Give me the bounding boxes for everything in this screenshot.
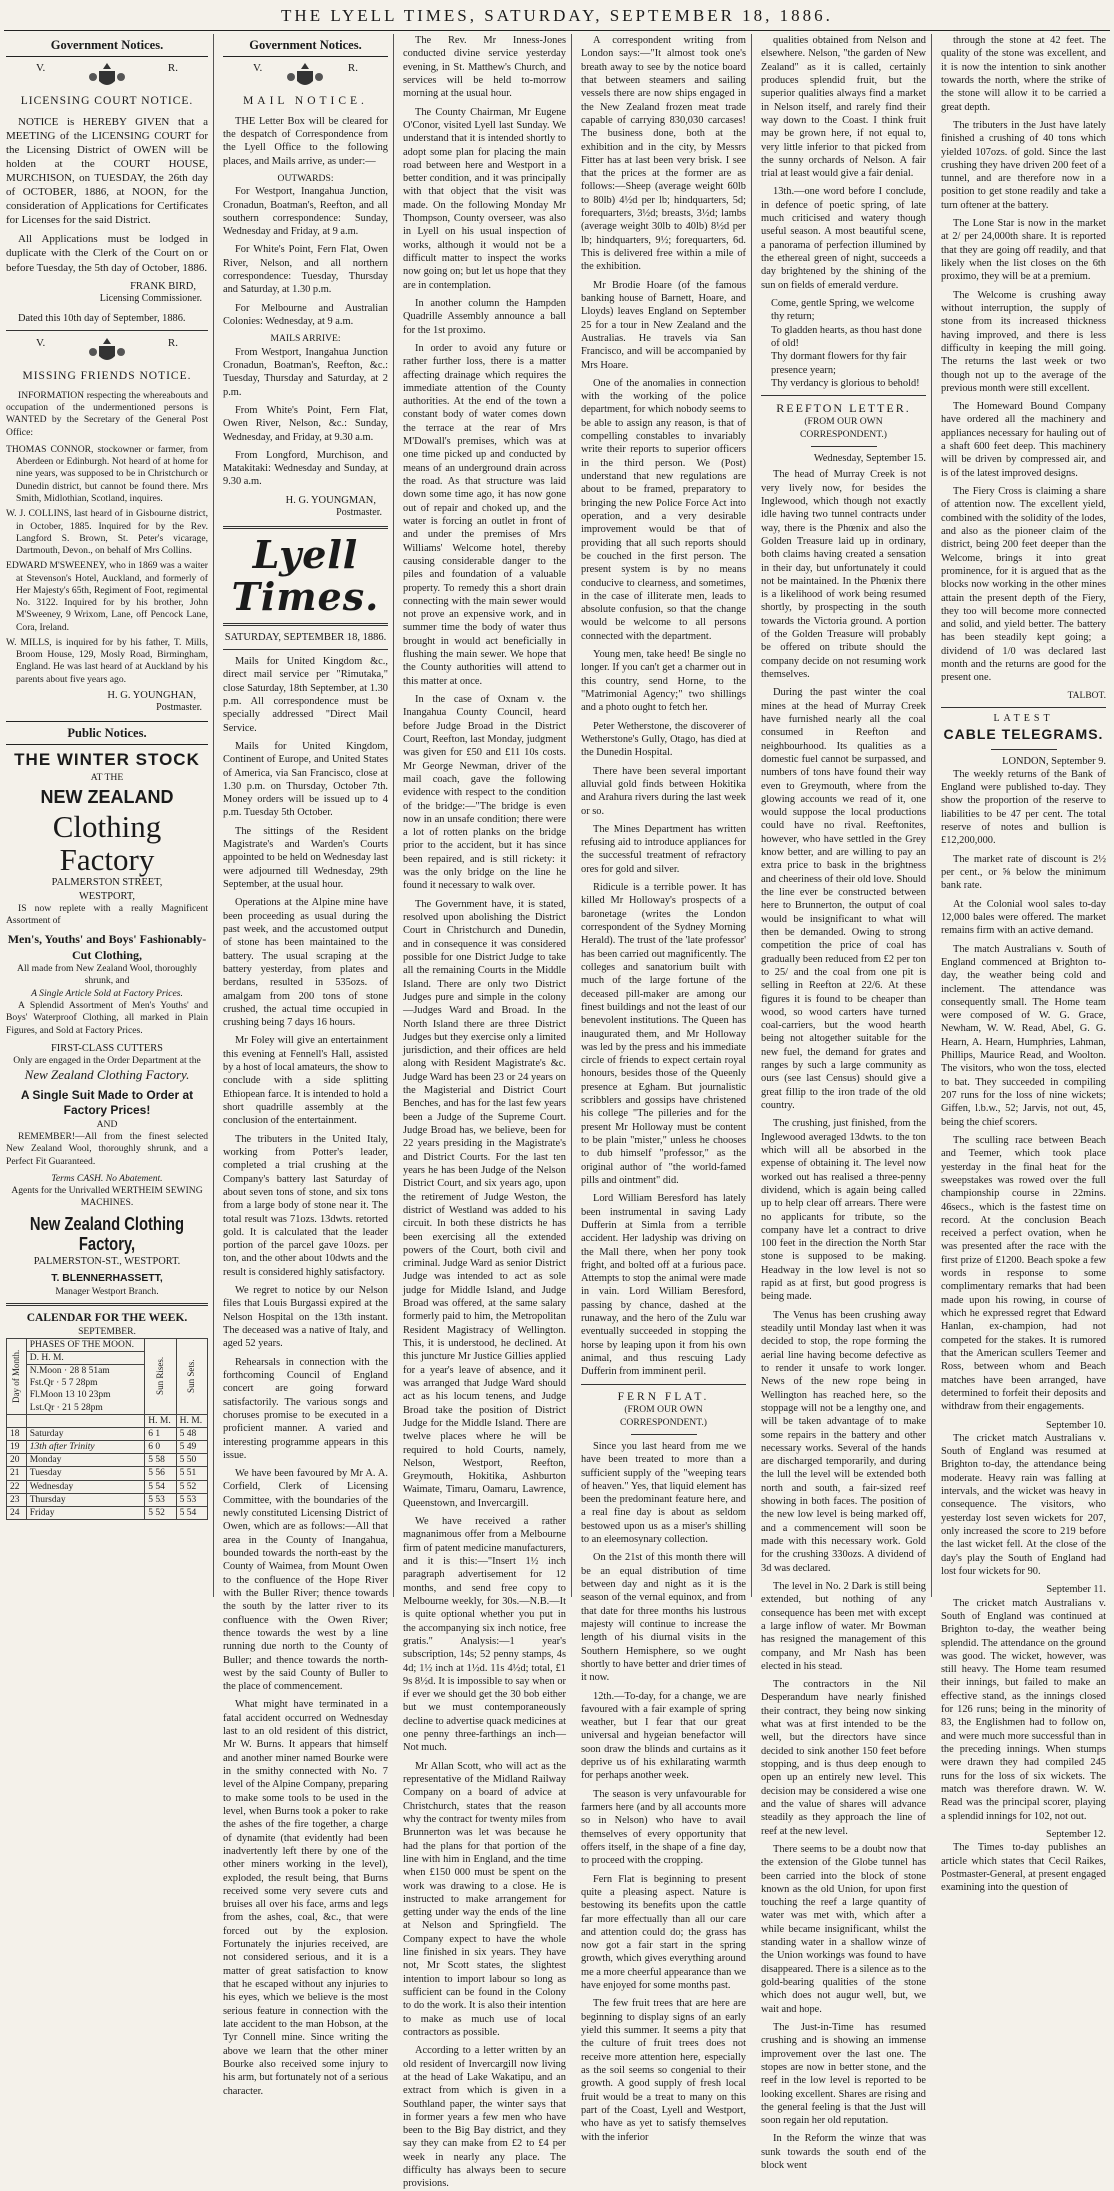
article-para: The weekly returns of the Bank of England were published to-day. They show the proportion of the reserve to liabilities to be 47 per cent. The total reserve of notes and bullion is £12,200,000. <box>941 768 1106 847</box>
cell: Monday <box>26 1454 145 1467</box>
outwards-heading: OUTWARDS: <box>277 172 334 184</box>
article-para: The head of Murray Creek is not very lively now, for besides the Inglewood, which though not exactly idle having two tunnel contracts under way, there is the Phœnix and also the Golden Treasure laid up in ordinary, both claims having created a sensation in their day, but unfortunately it could not be maintained. In the Phœnix there is a likelihood of work being resumed shortly, by prospecting in the south towards the Victoria ground. A portion of the Golden Treasure will probably be offered on tribute should the company decide on not resuming work themselves. <box>761 469 926 681</box>
ad-line: Only are engaged in the Order Department at the <box>13 1055 201 1067</box>
missing-friends-title: MISSING FRIENDS NOTICE. <box>22 370 192 383</box>
cell: 13th after Trinity <box>26 1441 145 1454</box>
missing-signer-title: Postmaster. <box>156 702 202 714</box>
mail-arrive: From Westport, Inangahua Junction Cronadun, Boatman's, Reefton, &c.: Tuesday, Thursday and Saturday, at 2 p.m. <box>223 346 388 398</box>
missing-entry: EDWARD M'SWEENEY, who in 1869 was a waiter at Stevenson's Hotel, Auckland, and formerly of Her Majesty's 65th, Regiment of Foot, regimental No. 3122. Inquired for by his brother, John M'Sweeney, 9 Wrixom, Lane, off Pencock Lane, Cora, Ireland. <box>6 560 208 633</box>
reefton-sub: (FROM OUR OWN CORRESPONDENT.) <box>800 416 887 440</box>
dateline: LONDON, September 9. <box>1002 755 1106 767</box>
cell: 6 0 <box>145 1441 176 1454</box>
divider <box>991 749 1057 750</box>
article-para: The Government have, it is stated, resolved upon abolishing the District Court in Christchurch and Dunedin, and in consequence it was considered possible for one District Judge to take all the remaining Courts in the Middle Island. There are only two District Judges pure and simple in the colony—Judges Ward and Broad. In the North Island there are three District Judges but they exercise only a limited jurisdiction, and their offices are held along with Resident Magistrate's &c. Judge Ward has been 23 or 24 years on the Magisterial and District Court Benches, and has for the last few years been a Judge of the Supreme Court. Judge Broad has, we believe, been for 22 years presiding in the Magistrate's and District Courts. For the last ten years he has been Judge of the Nelson District Court, and six years ago, upon the retirement of Judge Weston, the district of Westland was added to his circuit. In both these districts he has been exercising all the extended powers of the Court, both civil and criminal. Judge Ward as senior District Judge was intended to act as sole judge for Middle Island, and Judge Broad was offered, at the same salary formerly paid to him, the Metropolitan Resident Magistracy of Wellington. This, it is understood, he declined. At this juncture Mr Justice Gillies applied for a year's leave of absence, and it was arranged that Judge Ward should act as his locum tenens, and Judge Broad take the position of District Judge for the Middle Island. There are twelve places where he will be required to hold Courts, namely, Nelson, Westport, Reefton, Greymouth, Hokitika, Ashburton Waimate, Timaru, Oamaru, Lawrence, Queenstown, and Invercargill. <box>403 898 566 1509</box>
article-para: qualities obtained from Nelson and elsewhere. Nelson, "the garden of New Zealand" as it is called, certainly produces splendid fruit, but the superior qualities always find a market in Nelson itself, and rarely find their way down to the Coast. I think fruit may be grown here, if not equal to, very little inferior to that picked from the sunny orchards of Nelson. A fair trial at least would give a fair denial. <box>761 35 926 180</box>
cell: 24 <box>7 1506 27 1519</box>
article-para: We have been favoured by Mr A. A. Corfield, Clerk of Licensing Committee, with the boundaries of the newly constituted Licensing District of Owen, which are as follows:—All that area in the County of Inangahua, bounded towards the north-east by the County of Waimea, from Mount Owen to the confluence of the Hope River with the Buller River; thence towards the south by the latter river to its confluence with the Owen River; thence towards the west by a line running due north to the County of Buller; and thence towards the north-west by the said County of Buller to the place of commencement. <box>223 1468 388 1693</box>
article-para: At the Colonial wool sales to-day 12,000 bales were offered. The market remains firm with an active demand. <box>941 898 1106 937</box>
licensing-signer-title: Licensing Commissioner. <box>99 293 202 305</box>
hm: H. M. <box>176 1414 207 1427</box>
cell: Tuesday <box>26 1467 145 1480</box>
missing-signer: H. G. YOUNGHAN, <box>107 689 196 701</box>
royal-arms-icon <box>285 61 325 91</box>
cell: Wednesday <box>26 1480 145 1493</box>
correspondent-signature: TALBOT. <box>1067 690 1106 701</box>
article-para: The Lone Star is now in the market at 2/ per 24,000th share. It is reported that they are going off readily, and that likely when the list closes on the 6th proximo, they will be at a premium. <box>941 218 1106 283</box>
ad-line: IS now replete with a really Magnificent Assortment of <box>6 902 208 927</box>
phases <box>26 1365 145 1415</box>
column-4 <box>576 34 752 2143</box>
royal-crest <box>223 61 388 91</box>
royal-arms-icon <box>87 61 127 91</box>
cell: 18 <box>7 1427 27 1440</box>
latest-label: LATEST <box>993 712 1054 724</box>
phase: Fst.Qr · 5 7 28pm <box>29 1378 98 1389</box>
article-para: Mails for United Kingdom &c., direct mail service per "Rimutaka," close Saturday, 18th September, at 1.30 p.m. All correspondence must be specially addressed "Direct Mail Service. <box>223 656 388 734</box>
mail-notice-intro: THE Letter Box will be cleared for the despatch of Correspondence from the Lyell Office to the following places, and Mails arrive, as under:— <box>223 115 388 167</box>
article-para: In the case of Oxnam v. the Inangahua County Council, heard before Judge Broad in the District Court, Reefton, last Monday, judgment was given for £50 and £11 10s costs. Mr George Newman, driver of the mail coach, gave the following evidence with respect to the condition of the bridge:—"The bridge is even now in an unsafe condition; there were a lot of rotten planks on the bridge prior to the accident, but it has since been repaired, and is still rickety: it was the only bridge on the line he found it necessary to walk over. <box>403 694 566 892</box>
licensing-notice-body: NOTICE is HEREBY GIVEN that a MEETING of the LICENSING COURT for the Licensing District of OWEN will be holden at the COURT HOUSE, MURCHISON, on TUESDAY, the 26th day of OCTOBER, 1886, at NOON, for the consideration of Applications for Certificates for Licenses for the said District. <box>6 115 208 227</box>
table-row <box>7 1441 208 1454</box>
article-para: The tributers in the Just have lately finished a crushing of 40 tons which yielded 107ozs. of gold. Since the last crushing they have driven 200 feet of a tunnel, and are therefore now in a position to get stone readily and take a turn oftener at the battery. <box>941 119 1106 211</box>
article-para: 13th.—one word before I conclude, in defence of poetic spring, of late much criticised and watery though useful season. A most beautiful scene, a panorama of perfection illumined by the ethereal green of night, succeeds a day brightened by the shining of the sun on fields of emerald verdure. <box>761 186 926 291</box>
article-para: According to a letter written by an old resident of Invercargill now living at the head of Lake Wakatipu, and an extract from which is given in a Southland paper, the winter says that in former years a few men who have been to the Big Bay district, and they say they can make from £2 to £4 per week in nearly any place. The difficulty has always been to secure provisions. <box>403 2045 566 2190</box>
divider <box>6 1303 208 1306</box>
article-para: There have been several important alluvial gold finds between Hokitika and Arahura rivers during the last week or so. <box>581 765 746 817</box>
article-para: Young men, take heed! Be single no longer. If you can't get a charmer out in this country, send Horne, to the "Matrimonial Agency;" two shillings and a photo ought to fetch her. <box>581 649 746 714</box>
fern-flat-sub: (FROM OUR OWN CORRESPONDENT.) <box>620 1404 707 1428</box>
col-day: Day of Month. <box>7 1338 27 1414</box>
mail-signer: H. G. YOUNGMAN, <box>285 494 376 506</box>
cell: 5 50 <box>176 1454 207 1467</box>
phases-head: PHASES OF THE MOON. <box>26 1338 145 1351</box>
divider <box>223 623 388 626</box>
divider <box>223 649 388 650</box>
divider <box>223 526 388 529</box>
crest-r: R. <box>167 337 178 350</box>
article-para: The Mines Department has written refusing aid to introduce appliances for the successful treatment of refractory ores for gold and silver. <box>581 823 746 875</box>
column-1 <box>4 34 214 1597</box>
phase: Lst.Qr · 21 5 28pm <box>29 1402 103 1413</box>
column-6 <box>936 34 1110 1894</box>
dateline: September 11. <box>1046 1584 1106 1596</box>
ad-line: A Single Suit Made to Order at Factory Prices! <box>20 1088 194 1118</box>
ad-line: All made from New Zealand Wool, thoroughly shrunk, and <box>17 963 197 987</box>
article-para: Mr Foley will give an entertainment this evening at Fennell's Hall, assisted by a host of local amateurs, the show to conclude with a side splitting Ethiopean farce. It is intended to hold a short quadrille assembly at the conclusion of the entertainment. <box>223 1035 388 1127</box>
dateline: September 10. <box>1045 1419 1106 1431</box>
article-para: We regret to notice by our Nelson files that Louis Burgassi expired at the Nelson Hospital on the 13th instant. The deceased was a native of Italy, and aged 52 years. <box>223 1285 388 1350</box>
ad-line: REMEMBER!—All from the finest selected New Zealand Wool, thoroughly shrunk, and a Perfect Fit Guaranteed. <box>6 1130 208 1167</box>
article-para: The Venus has been crushing away steadily until Monday last when it was decided to stop, the rope forming the aerial line having become defective as to render it unsafe to work longer. News of the new rope being in Wellington has reached here, so the stoppage will not be a lengthy one, and will be taken advantage of to make some repairs in the battery and other necessary works. Several of the hands are discharged temporarily, and during the lull the level will be extended both north and south, a fair-sized reef showing in both faces. The position of the new low level is being marked off, and a commencement will soon be made with this necessary work. Gold for the crushing 330ozs. A dividend of 3d was declared. <box>761 1309 926 1574</box>
article-para: In another column the Hampden Quadrille Assembly announce a ball for the 1st proximo. <box>403 297 566 336</box>
col-rises: Sun Rises. <box>145 1338 176 1414</box>
table-row <box>7 1427 208 1440</box>
masthead-rule <box>4 30 1110 31</box>
article-para: The cricket match Australians v. South of England was continued at Brighton to-day, the weather being splendid. The attendance on the ground was good. The wicket, however, was still heavy. The Home team resumed their innings, but failed to make an effective stand, as the innings closed for 126 runs; being in the minority of 83, the Englishmen had to follow on, and were much more successful than in the preceding innings. When stumps were drawn they had compiled 245 runs for the loss of six wickets. The match was therefore drawn. W. W. Read was the principal scorer, playing a splendid innings for 102, not out. <box>941 1597 1106 1822</box>
section-heading: Government Notices. <box>6 34 208 57</box>
cell: 23 <box>7 1493 27 1506</box>
cell: 22 <box>7 1480 27 1493</box>
missing-entry: W. MILLS, is inquired for by his father, T. Mills, Broom House, 129, Mosly Road, Birmingham, England. He was last heard of at Auckland by his parents about five years ago. <box>6 636 208 685</box>
article-para: In order to avoid any future or rather further loss, there is a matter affecting drainage which requires the immediate attention of the County authorities. At the end of the town a constant body of water comes down the terrace at the rear of Mrs M'Dowall's premises, which was at one time picked up and conducted by means of an underground drain across the road. As that structure was laid down some time ago, it has now gone out of repair and choked up, and the water is forcing an outlet in front of and under the premises of Mrs Williams' Welcome hotel, thereby causing considerable danger to the piles and foundation of a valuable property. To remedy this a short drain connecting with the main sewer would not prove an expensive work, and in summer time the body of water thus brought in would act beneficially in flushing the main sewer. We hope that the County authorities will attend to this matter at once. <box>403 342 566 687</box>
article-para: The Homeward Bound Company have ordered all the machinery and appliances necessary for hauling out of a shaft 600 feet deep. This machinery will be driven by compressed air, and is of the latest improved designs. <box>941 401 1106 479</box>
cell: 5 54 <box>145 1480 176 1493</box>
ad-line: NEW ZEALAND <box>40 787 174 808</box>
article-para: The contractors in the Nil Desperandum have nearly finished their contract, they being now sinking what was at first intended to be the well, but the directors have since decided to sink another 150 feet before stopping, and is thus deep enough to open up an entirely new level. This decision may be considered a wise one and the value of shares will advance steadily as they approach the line of reef at the new level. <box>761 1679 926 1837</box>
missing-entry: W. J. COLLINS, last heard of in Gisbourne district, in October, 1885. Inquired for by the Rev. Langford S. Brown, St. Peter's vicarage, Dartmouth, Devon., on behalf of Mrs Collins. <box>6 508 208 557</box>
article-para: In the Reform the winze that was sunk towards the south end of the block went <box>761 2133 926 2172</box>
ad-line: New Zealand Clothing Factory. <box>24 1067 190 1083</box>
phase: N.Moon · 28 8 51am <box>29 1366 110 1377</box>
cell: Friday <box>26 1506 145 1519</box>
ad-line: Terms CASH. No Abatement. <box>51 1172 163 1184</box>
royal-arms-icon <box>87 336 127 366</box>
column-5 <box>756 34 932 2172</box>
verse-line: Thy verdancy is glorious to behold! <box>771 377 920 389</box>
article-para: The sculling race between Beach and Teemer, which took place yesterday in the final heat for the sweepstakes was rowed over the full championship course in 22mins. 46secs., which is the fastest time on record. At the conclusion Beach received a perfect ovation, when he was presented after the race with the first prize of £1200. Beach spoke a few words in response to some complimentary remarks that had been made upon his rowing, in course of which he expressed regret that Edward Hanlan, ex-champion, had not competed for the stakes. It is rumored that the American scullers Teemer and Ross, between whom and Beach matches have been arranged, have determined to forfeit their deposits and withdraw from their engagements. <box>941 1134 1106 1413</box>
royal-crest <box>6 61 208 91</box>
mail-out: For White's Point, Fern Flat, Owen River, Nelson, and all northern correspondence: Tuesday, Thursday and Saturday, at 1.30 p.m. <box>223 244 388 296</box>
licensing-signer: FRANK BIRD, <box>130 280 196 292</box>
cell: 5 56 <box>145 1467 176 1480</box>
ad-brand: Clothing Factory <box>52 809 162 877</box>
cell: 20 <box>7 1454 27 1467</box>
divider <box>6 330 208 331</box>
article-para: The crushing, just finished, from the Inglewood averaged 13dwts. to the ton which will all be absorbed in the expense of obtaining it. The level now worked out has realised a three-penny dividend, which is again being called up to help clear off arrears. There were no applicants for tribute, so the company have let a contract to drive 100 feet in the direction the North Star stone is supposed to be making. Headway in the low level is not so rapid as at first, but good progress is being made. <box>761 1118 926 1303</box>
verse <box>761 297 926 390</box>
article-para: Rehearsals in connection with the forthcoming Council of England concert are going forward satisfactorily. The various songs and choruses promise to be executed in a proficient manner. A varied and interesting programme appears in this issue. <box>223 1356 388 1461</box>
article-para: Mails for United Kingdom, Continent of Europe, and United States of America, via San Francisco, close at 1.30 p.m. on Thursday, October 7th. Money orders will be issued up to 4 p.m. Tuesday 5th October. <box>223 740 388 819</box>
ad-line: A Splendid Assortment of Men's Youths' and Boys' Waterproof Clothing, all marked in Plain Figures, and Sold at Factory Prices. <box>6 1000 208 1036</box>
cell: 6 1 <box>145 1427 176 1440</box>
article-para: The few fruit trees that are here are beginning to display signs of an early yield this summer. It seems a pity that the culture of fruit trees does not receive more attention here, especially as the soil seems so congenial to their growth. A good supply of fresh local fruit would be a treat to many on this part of the Coast, Lyell and Westport, who have as yet to satisfy themselves with the inferior <box>581 1998 746 2143</box>
crest-r: R. <box>347 62 358 74</box>
calendar-title: CALENDAR FOR THE WEEK. <box>26 1311 188 1324</box>
dhm: D. H. M. <box>26 1351 145 1364</box>
article-para: There seems to be a doubt now that the extension of the Globe tunnel has been carried into the block of stone known as the old Union, for upon first touching the reef a large quantity of water was met with, which after a while became insignificant, whilst the standing water in a shallow winze of the Union workings was found to have disappeared. There is a silence as to the gold-bearing qualities of the stone which does not augur well, but, we wait and hope. <box>761 1843 926 2015</box>
article-para: The match Australians v. South of England commenced at Brighton to-day, the weather being cold and inclement. The attendance was consequently small. The Home team were composed of W. G. Grace, Newham, W. W. Read, Abel, G. G. Hearn, A. Hearn, Humphries, Lahman, Phillips, Maurice Read, and Woolton. The visitors, who won the toss, elected to bat. They succeeded in compiling 207 runs for the loss of nine wickets; Giffen, l.b.w., 52; Jarvis, not out, 45, being the chief scorers. <box>941 943 1106 1128</box>
article-para: One of the anomalies in connection with the working of the police department, for which nobody seems to be able to assign any reason, is that of compelling constables to invariably write their reports to superior officers in the third person. We (Post) understand that new regulations are about to be framed, preparatory to bringing the new Police Force Act into operation, and a very desirable improvement would be that of providing that all such reports should be couched in the first person. The present system is by no means conducive to clearness, and sometimes, in the case of illiterate men, leads to absolute confusion, so that the change would be welcome to all persons connected with the department. <box>581 377 746 642</box>
table-row <box>7 1506 208 1519</box>
article-para: The cricket match Australians v. South of England was resumed at Brighton to-day, the attendance being moderate. Heavy rain was falling at intervals, and the wicket was heavy in consequence. The visitors, who yesterday lost seven wickets for 207, only increased the score to 219 before the last wicket fell. At the close of the day's play the South of England had lost four wickets for 90. <box>941 1432 1106 1577</box>
verse-line: Thy dormant flowers for thy fair presence yearn; <box>771 351 907 376</box>
cell: 5 52 <box>176 1480 207 1493</box>
cell: 5 54 <box>176 1506 207 1519</box>
article-para: Operations at the Alpine mine have been proceeding as usual during the past week, and the accustomed output of stone has been maintained to the battery. The usual scraping at the battery yesterday, from plates and berdans, resulted in 535ozs. of amalgam from 200 tons of stone crushed, the actual time occupied in crushing being 7 days 16 hours. <box>223 897 388 1029</box>
article-para: The Rev. Mr Inness-Jones conducted divine service yesterday evening, in St. Matthew's Church, and services will be held to-morrow morning at the usual hour. <box>403 35 566 100</box>
verse-line: Come, gentle Spring, we welcome thy return; <box>771 297 915 323</box>
article-para: On the 21st of this month there will be an equal distribution of time between day and night as it is the season of the vernal equinox, and from that date for three months his lustrous majesty will continue to increase the length of his diurnal visits in the Southern Hemisphere, so we ought shortly to have better and drier times of it now. <box>581 1552 746 1684</box>
ad-line: AT THE <box>90 771 124 783</box>
mail-notice-title: MAIL NOTICE. <box>243 95 368 107</box>
article-para: Lord William Beresford has lately been instrumental in saving Lady Dufferin at Simla from a terrible accident. Her ladyship was driving on the Mall there, when her pony took fright, and bolted off at a furious pace. Attempts to stop the animal were made in vain. Lord William Beresford, passing by chance, dashed at the runaway, and the hero of the Zulu war eventually succeeded in stopping the horse by leaping upon it from his own animal, and thus rescuing Lady Dufferin from imminent peril. <box>581 1193 746 1378</box>
cell: 5 52 <box>145 1506 176 1519</box>
article-para: The level in No. 2 Dark is still being extended, but nothing of any consequence has been met with except a large inflow of water. Mr Bowman has resigned the management of this company, and Mr Nash has been elected in his stead. <box>761 1580 926 1672</box>
article-para: What might have terminated in a fatal accident occurred on Wednesday last to an old resident of this district, Mr W. Burns. It appears that himself and another miner named Bourke were in the smithy connected with No. 7 level of the Alpine Company, preparing to make some tools to be used in the level, when Burns took a poker to rake the ashes of the fire together, a charge of dynamite (that evidently had been inadvertently left there by one of the other miners working in the level), exploded, the result being, that Burns received some very severe cuts and bruises all over his face, arms and legs from the ashes, coal, &c., that were forced out by the explosion. Fortunately the injuries received, are not considered serious, and it is a matter of great satisfaction to know that he escaped without any injuries to his eyes, which we believe is the most serious feature in connection with the late accident to the man Hobson, at the Tyr Connell mine. Since writing the above we learn that the other miner Bourke also received some injury to his arm, but fortunately not of a serious character. <box>223 1699 388 2097</box>
column-3 <box>398 34 572 2190</box>
table-row <box>7 1454 208 1467</box>
table-row <box>7 1467 208 1480</box>
article-para: Ridicule is a terrible power. It has killed Mr Holloway's prospects of a baronetage (writes the London correspondent of the Sydney Morning Herald). The trust of the 'late professor' has been carried out magnificently. The colleges and sanatorium built with much of the large fortune of the deceased pill-maker are among our finest buildings and not the least of our benevolent institutions. The Queen has inaugurated them, and Mr Holloway was led by the press and his immediate circle of friends to expect certain royal honours, besides those of the Queenly presence at Egham. But journalistic scribblers and gossips have christened his college "The pilleries and for the present Mr Holloway must be content to be plain "mister," unless he chooses to dub himself "professor," as the original author of "the world-famed pills and ointment" did. <box>581 882 746 1186</box>
cell: 5 58 <box>145 1454 176 1467</box>
section-heading: Public Notices. <box>6 721 208 745</box>
article-para: The season is very unfavourable for farmers here (and by all accounts more so in Nelson) who have to avail themselves of every opportunity that offers itself, in the shape of a fine day, to proceed with the cropping. <box>581 1788 746 1867</box>
ad-line: Men's, Youths' and Boys' Fashionably-Cut Clothing, <box>7 932 207 962</box>
ad-line: FIRST-CLASS CUTTERS <box>51 1042 163 1054</box>
licensing-notice-body-2: All Applications must be lodged in duplicate with the Clerk of the Court on or before Tuesday, the 5th day of October, 1886. <box>6 233 208 274</box>
arrive-heading: MAILS ARRIVE: <box>270 333 341 345</box>
article-para: through the stone at 42 feet. The quality of the stone was excellent, and it is now the intention to sink another towards the north, where the strike of the stone will allow it to be carried a great depth. <box>941 35 1106 113</box>
ad-line: Manager Westport Branch. <box>55 1285 159 1297</box>
calendar-table <box>6 1338 208 1520</box>
mail-arrive: From White's Point, Fern Flat, Owen River, Nelson, &c.: Sunday, Wednesday, and Friday, at 9.30 a.m. <box>223 404 388 443</box>
hm: H. M. <box>145 1414 176 1427</box>
article-para: The tributers in the United Italy, working from Potter's leader, completed a trial crushing at the Company's battery last Saturday of about seven tons of stone, and six tons from a large body of stone near it. The total result was 71ozs. 13dwts. retorted gold. It is calculated that the leader portion of the parcel gave 10ozs. per ton, and the other about 10dwts and the result is considered highly satisfactory. <box>223 1133 388 1278</box>
article-para: The County Chairman, Mr Eugene O'Conor, visited Lyell last Sunday. We understand that it is intended shortly to adopt some plan for placing the main road between here and Westport in a better condition, and it was principally with that object that the visit was made. On the following Monday Mr Thompson, County overseer, was also in Lyell on his usual inspection of works, although it would not be a difficult matter to inspect the works now going on; but let us hope that they are in contemplation. <box>403 106 566 291</box>
ad-line: A Single Article Sold at Factory Prices. <box>31 987 183 999</box>
licensing-notice-title: LICENSING COURT NOTICE. <box>20 95 194 107</box>
royal-crest <box>6 336 208 366</box>
mail-out: For Westport, Inangahua Junction, Cronadun, Boatman's, Reefton, and all southern correspondence: Sunday, Wednesday and Friday, at 9 a.m. <box>223 186 388 238</box>
licensing-dated: Dated this 10th day of September, 1886. <box>18 312 186 324</box>
crest-v: V. <box>253 62 263 74</box>
ad-brand-2: New Zealand Clothing Factory, <box>29 1213 185 1255</box>
article-para: A correspondent writing from London says:—"It almost took one's breath away to see by the notice board that between steamers and sailing vessels there are now ships engaged in the New Zealand frozen meat trade capable of carrying 830,030 carcases! The business done, both at the exhibition and in the city, by Messrs Fitter has at last been very brisk. I see that the prices at the former are as follows:—Sheep (average weight 60lb to 80lb) 4½d per lb; hindquarters, 5d; forequarters, 3½d; breasts, 3½d; lambs (average weight 30lb to 40lb) 8½d per lb; hindquarters, 9½; forequarters, 6d. This is delivered free within a mile of the exhibition. <box>581 35 746 273</box>
divider <box>581 1384 746 1385</box>
crest-r: R. <box>167 62 178 74</box>
article-para: 12th.—To-day, for a change, we are favoured with a fair example of spring weather, but I fear that our great universal and hygeian benefactor will soon draw the blinds and curtains as it deprive us of his exhilarating warmth for perhaps another week. <box>581 1690 746 1782</box>
article-para: The Times to-day publishes an article which states that Cecil Raikes, Postmaster-General, at present engaged examining into the question of <box>941 1842 1106 1894</box>
article-para: Mr Allan Scott, who will act as the representative of the Midland Railway Company on a board of advice at Christchurch, states that the reason why the contract for twenty miles from Brunnerton was let was because he had the plans for that portion of the line with him in England, and the time when £150 000 must be spent on the work was drawing to a close. He is instructed to make arrangement for getting under way the ends of the line at Nelson and Springfield. The Company expect to have the whole line finished in six years. They have not, Mr Scott states, the slightest intention to import labour so long as sufficient can be found in the Colony to do the work. It is also their intention to make as much use of local contractors as possible. <box>403 1760 566 2038</box>
article-para: Fern Flat is beginning to present quite a pleasing aspect. Nature is bestowing its benefits upon the cattle far more effectually than all our care and attention could do; the grass has now got a fair start in the spring growth, which gives everything around me a more cheerful appearance than we have enjoyed for some months past. <box>581 1873 746 1992</box>
cell: Thursday <box>26 1493 145 1506</box>
ad-line: PALMERSTON-ST., WESTPORT. <box>33 1255 181 1267</box>
reefton-title: REEFTON LETTER. <box>776 401 911 416</box>
cell: 19 <box>7 1441 27 1454</box>
column-2 <box>218 34 394 2097</box>
missing-friends-intro: INFORMATION respecting the whereabouts and occupation of the undermentioned persons is WANTED by the Secretary of the General Post Office: <box>6 389 208 438</box>
article-para: Peter Wetherstone, the discoverer of Wetherstone's Gully, Otago, has died at the Dunedin Hospital. <box>581 720 746 759</box>
article-para: The Just-in-Time has resumed crushing and is showing an immense improvement over the last one. The stopes are now in better stone, and the reef in the low level is reported to be looking excellent. Shares are rising and the general feeling is that the Just will soon regain her old reputation. <box>761 2021 926 2127</box>
article-para: The Welcome is crushing away without interruption, the supply of stone from its increased thickness having improved, and there is less difficulty in keeping the mill going. The returns the last week or two though not up to the average of the previous month were still excellent. <box>941 289 1106 394</box>
crest-v: V. <box>36 337 46 350</box>
cable-telegrams-heading: CABLE TELEGRAMS. <box>943 725 1104 742</box>
table-row <box>7 1493 208 1506</box>
article-para: The Fiery Cross is claiming a share of attention now. The excellent yield, combined with the solidity of the lodes, and also as the pioneer claim of the district, being 200 feet deeper than the Welcome, brings it into great prominence, for it is argued that as the blocks now working in the other mines attain the present depth of the Fiery, they too will become more connected and solid, and yield better. The battery has been steadily kept going; a dividend of 1/0 was declared last month and the returns are good for the present one. <box>941 486 1106 684</box>
cell: 5 53 <box>145 1493 176 1506</box>
mail-arrive: From Longford, Murchison, and Matakitaki: Wednesday and Sunday, at 9.30 a.m. <box>223 449 388 488</box>
article-para: Mr Brodie Hoare (of the famous banking house of Barnett, Hoare, and Lloyds) leaves England on September 25 for a tour in New Zealand and the Australias. He travels via San Francisco, and will be accompanied by Mrs Hoare. <box>581 279 746 371</box>
cell: Saturday <box>26 1427 145 1440</box>
ad-line: PALMERSTON STREET, <box>51 877 163 889</box>
cell: 5 51 <box>176 1467 207 1480</box>
masthead: THE LYELL TIMES, SATURDAY, SEPTEMBER 18, 1886. <box>281 6 833 25</box>
cell: 5 48 <box>176 1427 207 1440</box>
phase: Fl.Moon 13 10 23pm <box>29 1390 111 1401</box>
issue-date: SATURDAY, SEPTEMBER 18, 1886. <box>224 631 387 643</box>
calendar-month: SEPTEMBER. <box>78 1325 136 1337</box>
divider <box>631 1434 697 1435</box>
section-heading: Government Notices. <box>223 34 388 57</box>
hm <box>26 1414 145 1427</box>
ad-line: WESTPORT, <box>78 890 136 902</box>
reefton-date: Wednesday, September 15. <box>813 453 926 465</box>
table-row <box>7 1480 208 1493</box>
article-para: During the past winter the coal mines at the head of Murray Creek have furnished nearly all the coal consumed in Reefton and neighbourhood. Its qualities as a domestic fuel cannot be surpassed, and numbers of tons have found their way even to Greymouth, where from the glowing accounts we read of it, one would suppose the local productions could have no rival. Reeftonites, however, who have settled in the Grey know better, and are willing to pay an extra price to bask in the brightness and cheeriness of their old love. Should the line ever be constructed between here to Brunnerton, the output of coal would be insignificant to what will then be demanded. Owing to strong competition the price of coal has gradually been reduced from £2 per ton to 25/ and the coal from one pit is selling in Reefton at 22/6. At these figures it is found to be cheaper than wood, so wood carters have turned coal-carriers, but the wood hearth being not altogether suitable for the new fuel, the demand for grates and ranges by such a large community as ours (see last Census) should give a great fillip to the iron trade of the old country. <box>761 687 926 1112</box>
ad-headline: THE WINTER STOCK <box>14 750 200 770</box>
fern-flat-title: FERN FLAT. <box>617 1390 710 1403</box>
mail-out: For Melbourne and Australian Colonies: Wednesday, at 9 a.m. <box>223 302 388 328</box>
crest-v: V. <box>36 62 46 74</box>
missing-entry: THOMAS CONNOR, stockowner or farmer, from Aberdeen or Edinburgh. Not heard of at home for nine years, was supposed to be in Christchurch or Dunedin district, but cannot be found there. Mrs Smith, Midlothian, Scotland, inquires. <box>6 443 208 504</box>
cell: 21 <box>7 1467 27 1480</box>
newspaper-title: Lyell Times. <box>231 531 380 619</box>
divider <box>761 395 926 396</box>
article-para: Since you last heard from me we have been treated to more than a sufficient supply of the "weeping tears of heaven." Yes, that liquid element has been the predominant feature here, and a real fine day is about as seldom bestowed upon us as a miser's shilling to an eleemosynary collection. <box>581 1440 746 1546</box>
col-sets: Sun Sets. <box>176 1338 207 1414</box>
ad-line: Agents for the Unrivalled WERTHEIM SEWING MACHINES. <box>11 1185 203 1209</box>
article-para: The sittings of the Resident Magistrate's and Warden's Courts appointed to be held on Wednesday last were adjourned till Wednesday, 29th September, at the usual hour. <box>223 825 388 891</box>
verse-line: To gladden hearts, as thou hast done of old! <box>771 324 922 349</box>
divider <box>941 707 1106 708</box>
mail-signer-title: Postmaster. <box>336 507 382 519</box>
cell: 5 49 <box>176 1441 207 1454</box>
dateline: September 12. <box>1045 1828 1106 1840</box>
ad-line: AND <box>96 1118 118 1130</box>
hm <box>7 1414 27 1427</box>
article-para: We have received a rather magnanimous offer from a Melbourne firm of patent medicine manufacturers, and it is this:—"Insert 1½ inch paragraph advertisement for 12 months, and send free copy to Melbourne weekly, for 30s.—N.B.—It is quite optional whether you put in the accompanying six inch notice, free gratis." Analysis:—1 year's subscription, 14s; 52 penny stamps, 4s 4d; 1½ inch at 1½d. 11s 4½d; total, £1 9s 8½d. It is impossible to say when or if ever we should get the 30 bob either but we must contemporaneously decline to advertise quack medicines at one penny three-farthings an inch—Not much. <box>403 1516 567 1754</box>
cell: 5 53 <box>176 1493 207 1506</box>
article-para: The market rate of discount is 2½ per cent., or ⅝ below the minimum bank rate. <box>941 853 1106 892</box>
ad-line: T. BLENNERHASSETT, <box>51 1273 163 1285</box>
divider <box>811 446 877 447</box>
